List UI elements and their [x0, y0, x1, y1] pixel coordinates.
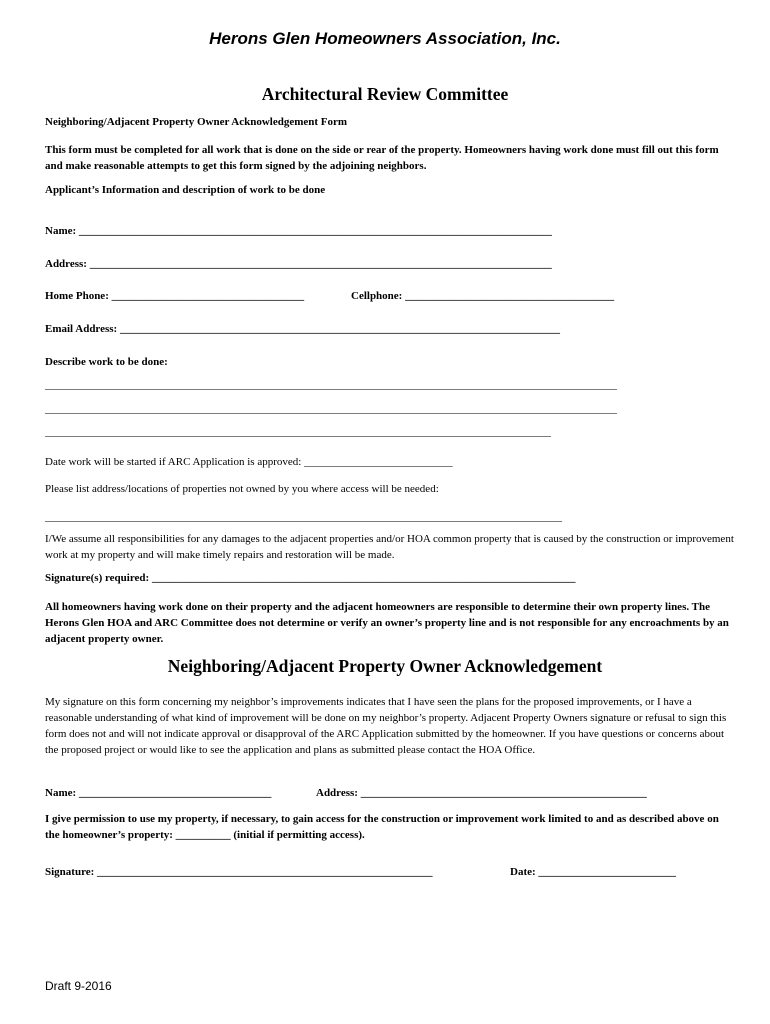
access-locations-label: Please list address/locations of properties not owned by you where access will be needed:	[45, 483, 439, 495]
cellphone-field[interactable]: Cellphone: ______________________________________	[351, 290, 615, 302]
home-phone-field[interactable]: Home Phone: ___________________________________	[45, 290, 305, 302]
neighbor-statement: My signature on this form concerning my neighbor’s improvements indicates that I have seen the plans for the proposed improvements, or I have a reasonable understanding of what kind of improvement will be done on my neighbor’s property. Adjacent Property Owners signature or refusal to sign this form does not and will not indicate approval or disapproval of the ARC Application submitted by the homeowner. If you have questions or concerns about the proposed project or would like to see the application and plans as submitted please contact the HOA Office.	[45, 696, 727, 756]
describe-work-line-3[interactable]: ____________________________________________________________________________________________	[45, 426, 551, 438]
neighbor-address-field[interactable]: Address: ____________________________________________________	[316, 787, 647, 799]
neighbor-signature-field[interactable]: Signature: _____________________________________________________________	[45, 866, 433, 878]
email-field[interactable]: Email Address: ________________________________________________________________________________	[45, 323, 560, 335]
neighbor-name-field[interactable]: Name: ___________________________________	[45, 787, 272, 799]
property-line-notice: All homeowners having work done on their property and the adjacent homeowners are responsible to determine their own property lines. The Herons Glen HOA and ARC Committee does not determine or verify an owner’s property line and is not responsible for any encroachments by an adjacent property owner.	[45, 601, 729, 645]
responsibility-paragraph: I/We assume all responsibilities for any damages to the adjacent properties and/or HOA common property that is caused by the construction or improvement work at my property and will make timely repairs and restoration will be made.	[45, 533, 734, 561]
name-field[interactable]: Name: ______________________________________________________________________________________	[45, 225, 552, 237]
access-permission-paragraph: I give permission to use my property, if necessary, to gain access for the construction or improvement work limited to and as described above on the homeowner’s property: __________ (initial if permitting access).	[45, 813, 719, 841]
neighbor-date-field[interactable]: Date: _________________________	[510, 866, 676, 878]
access-locations-line[interactable]: ______________________________________________________________________________________________	[45, 511, 562, 523]
applicant-signature-field[interactable]: Signature(s) required: _____________________________________________________________________________	[45, 572, 576, 584]
committee-title: Architectural Review Committee	[261, 84, 509, 104]
form-title: Neighboring/Adjacent Property Owner Acknowledgement Form	[45, 116, 348, 128]
instructions-paragraph: This form must be completed for all work that is done on the side or rear of the property. Homeowners having work done must fill out this form and make reasonable attempts to get this form signed by the adjoining neighbors.	[45, 144, 719, 172]
address-field[interactable]: Address: ____________________________________________________________________________________	[45, 258, 552, 270]
applicant-heading: Applicant’s Information and description of work to be done	[45, 184, 326, 196]
describe-work-line-2[interactable]: ________________________________________________________________________________________________________	[45, 403, 617, 415]
neighbor-section-heading: Neighboring/Adjacent Property Owner Acknowledgement	[167, 656, 603, 676]
draft-footer: Draft 9-2016	[45, 979, 112, 993]
describe-work-line-1[interactable]: ________________________________________________________________________________________________________	[45, 379, 617, 391]
organization-title: Herons Glen Homeowners Association, Inc.	[209, 29, 561, 48]
describe-work-label: Describe work to be done:	[45, 356, 168, 368]
start-date-field[interactable]: Date work will be started if ARC Application is approved: ___________________________	[45, 456, 453, 468]
